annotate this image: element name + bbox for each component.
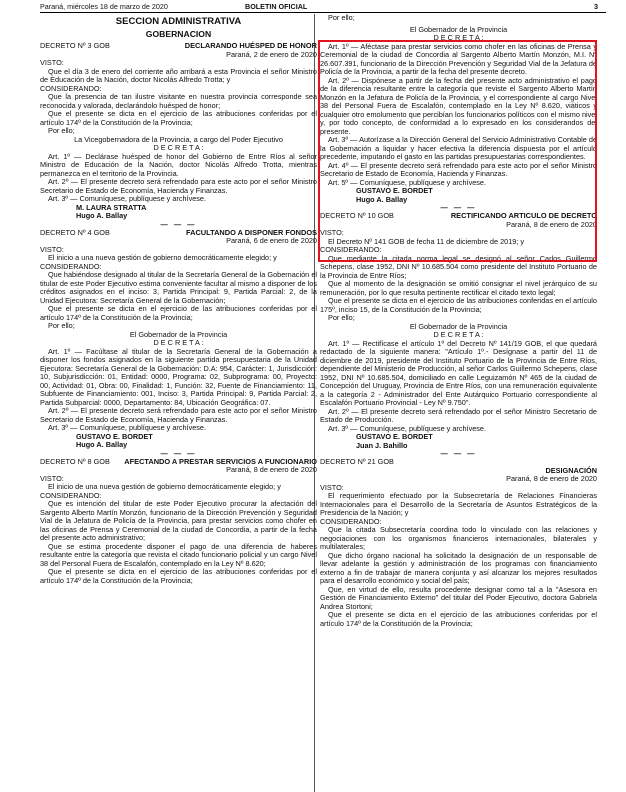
considerando-text: Que la presencia de tan ilustre visitante en nuestra provincia corresponde sea reconocida y valorada, declarándolo huésped de honor;	[40, 92, 317, 110]
header-date: Paraná, miércoles 18 de marzo de 2020	[40, 2, 168, 11]
visto-text: El requerimiento efectuado por la Subsecretaría de Relaciones Financieras Internacionales para el Desarrollo de la Secretaría de Asuntos Estratégicos de la Presidencia de la Nación; y	[320, 491, 597, 517]
separator: — — —	[440, 449, 477, 458]
decree-number: DECRETO Nº 10 GOB	[320, 211, 394, 220]
subsection-title: GOBERNACION	[145, 29, 212, 39]
considerando-text: Que el presente se dicta en el ejercicio de las atribuciones conferidas por el artículo 174º de la Constitución de la Provincia;	[40, 567, 317, 585]
signature: Hugo A. Ballay	[76, 211, 128, 220]
decree-date: Paraná, 8 de enero de 2020	[506, 219, 597, 229]
visto-label: VISTO:	[40, 58, 64, 67]
article: Art. 2º — El presente decreto será refrendado para este acto por el señor Ministro Secretario de Estado de Economía, Hacienda y Finanzas.	[40, 406, 317, 424]
considerando-text: Que el presente se dicta en el ejercicio de las atribuciones conferidas por el artículo 174º de la Constitución de la Provincia;	[40, 304, 317, 322]
page-header	[40, 2, 606, 12]
signature: Hugo A. Ballay	[76, 440, 128, 449]
decree-date: Paraná, 8 de enero de 2020	[226, 465, 317, 474]
separator: — — —	[160, 448, 197, 458]
visto-text: El Decreto Nº 141 GOB de fecha 11 de diciembre de 2019; y	[328, 236, 525, 246]
considerando-text: Que la citada Subsecretaría coordina todo lo vinculado con las relaciones y negociaciones con los organismos financieros internacionales, bilaterales y multilaterales;	[320, 525, 597, 551]
signature: M. LAURA STRATTA	[76, 202, 147, 212]
decreta: D E C R E T A :	[433, 330, 484, 339]
decree-title: AFECTANDO A PRESTAR SERVICIOS A FUNCIONARIO	[124, 456, 317, 466]
authority: El Gobernador de la Provincia	[129, 329, 228, 339]
decreta: D E C R E T A :	[153, 338, 204, 347]
signature: GUSTAVO E. BORDET	[356, 432, 433, 441]
visto-text: El inicio a una nueva gestión de gobierno democráticamente elegido; y	[48, 253, 277, 262]
considerando-text: Que mediante la citada norma legal se designó al señor Carlos Guillermo Schepens, clase 1952, DNI Nº 10.685.504 como presidente del Instituto Portuario de la Provincia de Entre Ríos;	[320, 253, 597, 280]
visto-label: VISTO:	[40, 244, 64, 254]
decree-8-continued	[320, 14, 597, 212]
decree-date: Paraná, 2 de enero de 2020	[226, 49, 317, 59]
article: Art. 2º — Dispónese a partir de la fecha del presente acto administrativo el pago de la diferencia resultante entre la categoría que reviste el Sargento Alberto Martín Monzón en la Jefatura de Policía de la Provincia, y el correspondiente al cargo Nivel 38 del Personal Fuera de Escalafón, contemplado en la Ley Nº 8.620, viáticos y cualquier otro emolumento que percibían los funcionarios políticos con el mismo nivel y, por todo concepto, de conformidad a lo expresado en los considerandos del presente.	[320, 75, 597, 136]
header-rule	[40, 12, 606, 13]
left-column	[40, 14, 317, 792]
considerando-text: Que habiéndose designado al titular de la Secretaría General de la Gobernación el titular de este Poder Ejecutivo estima conveniente facultar al mismo a disponer de los créditos asignados en el inciso: 3, Partida Principal: 9, Partida Parcial: 2, de la Unidad Ejecutora: Secretaría General de la Gobernación;	[40, 270, 317, 305]
decree-3	[40, 42, 317, 229]
article: Art. 2º — El presente decreto será refrendado por el señor Ministro Secretario de Estado de Producción.	[320, 406, 597, 424]
considerando-text: Que el presente se dicta en el ejercicio de las atribuciones conferidas en el artículo 175º, inciso 15, de la Constitución de la Provincia;	[320, 296, 597, 314]
considerando-label: CONSIDERANDO:	[40, 490, 102, 500]
decree-8	[40, 458, 317, 586]
decree-number: DECRETO Nº 4 GOB	[40, 227, 110, 237]
decreta: D E C R E T A :	[153, 143, 204, 152]
visto-text: El inicio de una nueva gestión de gobierno democráticamente elegido; y	[48, 482, 281, 491]
decreta: D E C R E T A :	[433, 33, 484, 42]
signature: GUSTAVO E. BORDET	[76, 431, 153, 441]
signature: Juan J. Bahillo	[356, 440, 408, 450]
considerando-text: Por ello;	[48, 126, 75, 135]
visto-label: VISTO:	[40, 473, 64, 483]
decree-number: DECRETO Nº 3 GOB	[40, 41, 110, 50]
separator: — — —	[160, 219, 197, 229]
signature: Hugo A. Ballay	[356, 194, 408, 204]
authority: El Gobernador de la Provincia	[409, 321, 508, 331]
considerando-text: Que al momento de la designación se omitió consignar el nivel jerárquico de su remuneración, por lo que resulta pertinente rectificar el citado texto legal;	[320, 279, 597, 297]
considerando-text: Que, en virtud de ello, resulta procedente designar como tal a la "Asesora en Gestión de Financiamiento Externo" del titular del Poder Ejecutivo, doctora Gabriela Andrea Stortoni;	[320, 584, 597, 611]
article: Art. 3º — Comuníquese, publíquese y archívese.	[328, 423, 487, 433]
decree-date: Paraná, 8 de enero de 2020	[506, 474, 597, 483]
decree-10	[320, 212, 597, 458]
article: Art. 3º — Autorízase a la Dirección General del Servicio Administrativo Contable de la Gobernación a liquidar y hacer efectiva la diferencia dispuesta por el artículo precedente, imputando el gasto en las partidas presupuestarias correspondientes.	[320, 135, 597, 161]
article: Art. 3º — Comuníquese, publíquese y archívese.	[48, 194, 207, 203]
visto-label: VISTO:	[320, 482, 344, 492]
considerando-label: CONSIDERANDO:	[320, 245, 382, 254]
authority: La Vicegobernadora de la Provincia, a cargo del Poder Ejecutivo	[74, 134, 283, 144]
considerando-label: CONSIDERANDO:	[320, 516, 382, 526]
considerando-text: Por ello;	[48, 321, 75, 330]
authority: El Gobernador de la Provincia	[409, 24, 508, 34]
article: Art. 5º — Comuníquese, publíquese y archívese.	[328, 177, 487, 187]
article: Art. 3º — Comuníquese, publíquese y archívese.	[48, 423, 207, 432]
decree-title: FACULTANDO A DISPONER FONDOS	[186, 227, 317, 237]
page-number: 3	[594, 2, 598, 11]
visto-label: VISTO:	[320, 228, 344, 237]
considerando-label: CONSIDERANDO:	[40, 83, 102, 93]
considerando-text: Que se estima procedente disponer el pago de una diferencia de haberes resultante entre la categoría que revista el citado funcionario policial y un cargo Nivel 38 del Personal Fuera de Escalafón, contemplado en la Ley Nº 8.620;	[40, 541, 317, 568]
decree-number: DECRETO Nº 21 GOB	[320, 457, 394, 466]
article: Art. 4º — El presente decreto será refrendado para este acto por el señor Ministro Secretario de Estado de Economía, Hacienda y Finanzas.	[320, 160, 597, 178]
decree-title: RECTIFICANDO ARTICULO DE DECRETO	[450, 211, 597, 220]
considerando-text: Que el presente se dicta en el ejercicio de las atribuciones conferidas por el artículo 174º de la Constitución de la Provincia;	[40, 109, 317, 127]
article: Art. 1º — Rectifícase el artículo 1º del Decreto Nº 141/19 GOB, el que quedará redactado de la siguiente manera: "Artículo 1º.- Desígnase a partir del 11 de diciembre de 2019, presidente del Instituto Portuario de la Provincia de Entre Ríos, dependiente del Ministerio de Producción, al señor Carlos Guillermo Schepens, clase 1952, DNI Nº 10.685.504, domiciliado en calle Leguizamón Nº 465 de la ciudad de Concepción del Uruguay, Provincia de Entre Ríos, con una remuneración equivalente a la categoría 2 - Administrador del Ente Autárquico Portuario correspondiente al Escalafón Portuario Provincial - Ley Nº 9.750".	[320, 338, 597, 407]
considerando-label: CONSIDERANDO:	[40, 261, 102, 271]
decree-21	[320, 458, 597, 628]
article: Art. 1º — Declárase huésped de honor del Gobierno de Entre Ríos al señor Ministro de Educación de la Nación, doctor Nicolás Alfredo Trotta, mientras permanezca en el territorio de la Provincia.	[40, 151, 317, 178]
decree-title: DECLARANDO HUÉSPED DE HONOR	[184, 41, 317, 50]
considerando-text: Que dicho órgano nacional ha solicitado la designación de un responsable de llevar adelante la gestión y administración de los programas con financiamiento externo a fin de trabajar de manera conjunta y así alcanzar los mejores resultados para el desarrollo económico y social del país;	[320, 550, 597, 585]
decree-title: DESIGNACIÓN	[545, 465, 597, 475]
considerando-text: Por ello;	[328, 313, 355, 322]
header-title: BOLETIN OFICIAL	[245, 2, 308, 11]
article: Art. 1º — Facúltase al titular de la Secretaría General de la Gobernación a disponer los fondos asignados en la siguiente partida presupuestaria de la Unidad Ejecutora: Secretaría General de la Gobernación: D.A: 954, Carácter: 1, Jurisdicción: 10, Subjurisdicción: 01, Entidad: 0000, Programa: 02, Subprograma: 00, Proyecto: 00, Actividad: 01, Obra: 00, Finalidad: 1, Función: 32, Fuente de Financiamiento: 11, Subfuente de Financiamiento: 001, Inciso: 3, Partida Principal: 9, Partida Parcial: 2, Partida Subparcial: 0000, Departamento: 84, Ubicación Geográfica: 07.	[40, 346, 317, 407]
visto-text: Que el día 3 de enero del corriente año arribará a esta Provincia el señor Ministro de Educación de la Nación, doctor Nicolás Alfredo Trotta; y	[40, 66, 317, 84]
signature: GUSTAVO E. BORDET	[356, 186, 433, 195]
separator: — — —	[440, 203, 477, 212]
por-ello: Por ello;	[328, 14, 355, 22]
article: Art. 1º — Aféctase para prestar servicios como chofer en las oficinas de Prensa y Ceremonial de la ciudad de Concordia al Sargento Alberto Martín Monzón, M.I. Nº 26.607.391, funcionario de la Dirección Prevención y Seguridad Vial de la Jefatura de Policía de la Provincia, a partir de la fecha del presente decreto.	[320, 41, 597, 76]
right-column	[320, 14, 597, 792]
article: Art. 2º — El presente decreto será refrendado para este acto por el señor Ministro Secretario de Estado de Economía, Hacienda y Finanzas.	[40, 177, 317, 195]
decree-number: DECRETO Nº 8 GOB	[40, 456, 110, 466]
decree-date: Paraná, 6 de enero de 2020	[226, 236, 317, 245]
decree-4	[40, 229, 317, 458]
considerando-text: Que es intención del titular de este Poder Ejecutivo procurar la afectación del Sargento Alberto Martín Monzón, funcionario de la Dirección Prevención y Seguridad Vial de la Jefatura de Policía de la Provincia, para prestar servicios como chofer en las oficinas de Prensa y Ceremonial de la ciudad de Concordia, a partir de la fecha del presente acto administrativo;	[40, 499, 317, 542]
considerando-text: Que el presente se dicta en el ejercicio de las atribuciones conferidas por el artículo 174º de la Constitución de la Provincia;	[320, 610, 597, 628]
section-title: SECCION ADMINISTRATIVA	[115, 16, 242, 27]
